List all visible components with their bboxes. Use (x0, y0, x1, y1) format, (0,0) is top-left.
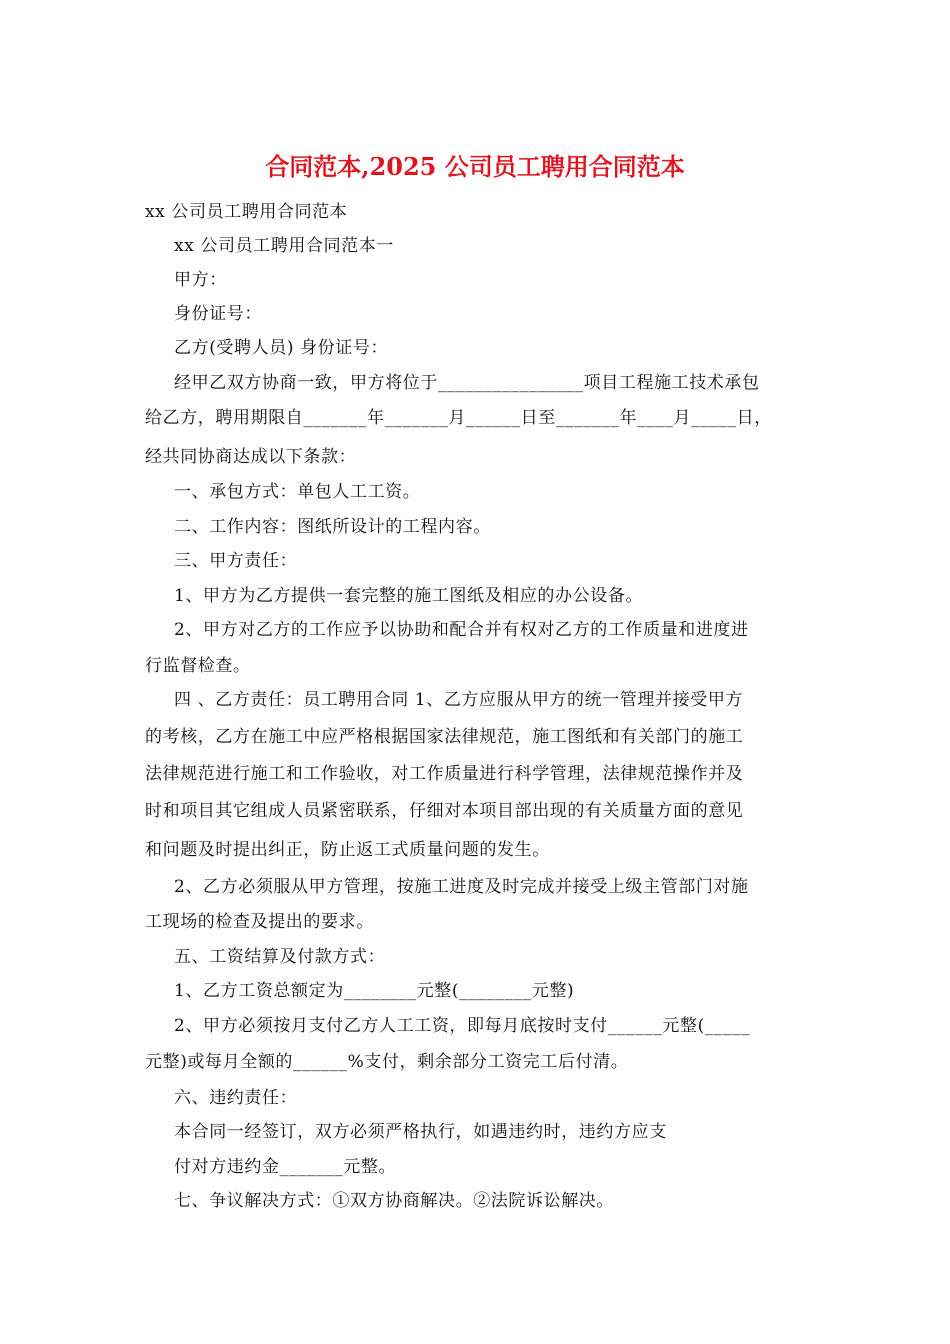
text-line: 三、甲方责任： (174, 551, 298, 571)
text-line: 乙方(受聘人员) 身份证号： (174, 338, 389, 358)
text-line: 甲方： (174, 270, 227, 290)
text-line: 身份证号： (174, 304, 262, 324)
text-line: 元整)或每月全额的______%支付，剩余部分工资完工后付清。 (145, 1052, 629, 1072)
text-line: 七、争议解决方式：①双方协商解决。②法院诉讼解决。 (174, 1191, 614, 1211)
text-line: 四 、乙方责任：员工聘用合同 1、乙方应服从甲方的统一管理并接受甲方 (174, 690, 744, 710)
text-line: 一、承包方式：单包人工工资。 (174, 482, 421, 502)
text-line: xx 公司员工聘用合同范本 (145, 202, 348, 222)
text-line: 1、乙方工资总额定为________元整(________元整) (174, 981, 575, 1001)
text-line: 给乙方，聘用期限自_______年_______月______日至_______年____月_____日， (145, 408, 772, 428)
text-line: 二、工作内容：图纸所设计的工程内容。 (174, 517, 491, 537)
text-line: 五、工资结算及付款方式： (174, 947, 386, 967)
text-line: 本合同一经签订，双方必须严格执行，如遇违约时，违约方应支 (174, 1122, 667, 1142)
text-line: 时和项目其它组成人员紧密联系，仔细对本项目部出现的有关质量方面的意见 (145, 801, 744, 821)
text-line: 的考核，乙方在施工中应严格根据国家法律规范，施工图纸和有关部门的施工 (145, 727, 744, 747)
text-line: 2、乙方必须服从甲方管理，按施工进度及时完成并接受上级主管部门对施 (174, 877, 749, 897)
text-line: 和问题及时提出纠正，防止返工式质量问题的发生。 (145, 840, 550, 860)
text-line: 工现场的检查及提出的要求。 (145, 912, 374, 932)
text-line: 1、甲方为乙方提供一套完整的施工图纸及相应的办公设备。 (174, 586, 644, 606)
text-line: 法律规范进行施工和工作验收，对工作质量进行科学管理，法律规范操作并及 (145, 764, 744, 784)
text-line: 经共同协商达成以下条款： (145, 447, 357, 467)
document-title: 合同范本,2025 公司员工聘用合同范本 (265, 152, 685, 181)
text-line: 2、甲方对乙方的工作应予以协助和配合并有权对乙方的工作质量和进度进 (174, 620, 749, 640)
text-line: 2、甲方必须按月支付乙方人工工资，即每月底按时支付______元整(_____ (174, 1016, 751, 1036)
text-line: xx 公司员工聘用合同范本一 (174, 236, 394, 256)
text-line: 行监督检查。 (145, 656, 251, 676)
text-line: 经甲乙双方协商一致，甲方将位于________________项目工程施工技术承包 (174, 373, 760, 393)
text-line: 付对方违约金_______元整。 (174, 1157, 397, 1177)
text-line: 六、违约责任： (174, 1088, 298, 1108)
